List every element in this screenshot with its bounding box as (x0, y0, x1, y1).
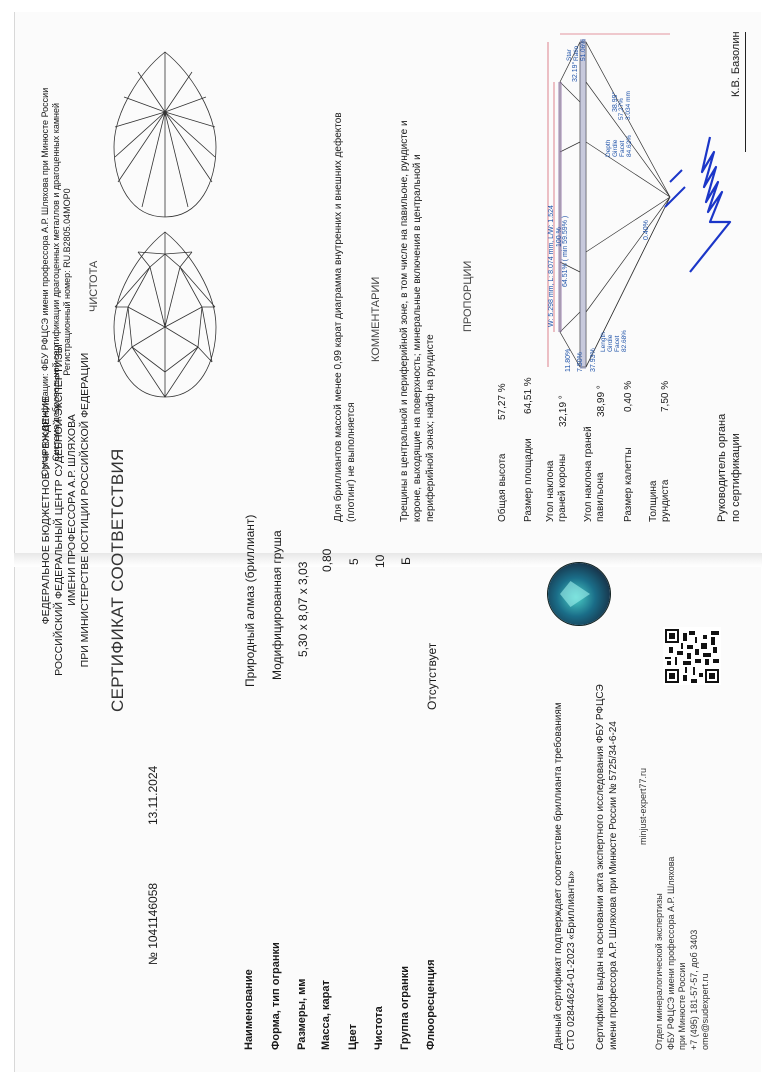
row-value: 5,30 x 8,07 x 3,03 (296, 561, 310, 657)
diagram-label: Ratio (573, 45, 580, 61)
diagram-table-detail: 64.51% ( min 59.59% ) (562, 215, 569, 287)
website-link[interactable]: minjust-expert77.ru (638, 767, 648, 845)
diagram-label: Length (600, 332, 607, 352)
diagram-label: Girdle (612, 139, 619, 157)
certificate-title: СЕРТИФИКАТ СООТВЕТСТВИЯ (108, 448, 127, 712)
diagram-culet: 0.40% (643, 220, 650, 240)
prop-value: 38,99 ° (596, 385, 607, 417)
conformity-line: СТО 02844624-01-2023 «Бриллианты» (566, 870, 577, 1050)
comments-title: КОММЕНТАРИИ (370, 276, 382, 362)
contact-line: +7 (495) 181-57-57, доб 3403 (688, 929, 699, 1050)
comment-line: короне, выходящие на поверхность; минеральные включения в центральной и (412, 154, 423, 522)
pear-top-view-diagram (110, 227, 220, 402)
head-title (715, 414, 743, 522)
diagram-label: 82.68% (621, 329, 628, 352)
header-line: Система добровольной сертификации драгоценных металлов и драгоценных камней (51, 102, 61, 462)
diagram-table-pct: 100 % (556, 227, 563, 247)
clarity-note (332, 52, 358, 522)
head-line: по сертификации (730, 433, 742, 522)
row-label: Цвет (347, 1023, 359, 1050)
row-label: Размеры, мм (296, 978, 308, 1050)
hologram-seal (548, 563, 610, 625)
row-label: Группа огранки (399, 965, 411, 1050)
basis-line: Сертификат выдан на основании акта экспертного исследования ФБУ РФЦСЭ (595, 684, 606, 1050)
diagram-pav-depth: 37.93% (590, 348, 597, 372)
diagram-length-block (600, 330, 628, 352)
row-label: Чистота (373, 1006, 385, 1050)
row-label: Наименование (243, 969, 255, 1050)
diagram-label: 3.034 mm (625, 91, 632, 120)
diagram-girdle: 7.50% (577, 352, 584, 372)
diagram-label: 57.27% (618, 97, 625, 120)
proportions-title: ПРОПОРЦИИ (462, 260, 474, 332)
pear-bottom-view-diagram (110, 47, 220, 222)
certificate-date: 13.11.2024 (146, 765, 160, 825)
diagram-depth-block (605, 135, 633, 157)
diagram-dims: W: 5.298 mm, L: 8.074 mm, L/W: 1.524 (548, 205, 555, 327)
diagram-depth-values (618, 91, 632, 120)
diagram-pav-angle: 38.99° (612, 91, 619, 112)
header-line: Орган по сертификации: ФБУ РФЦСЭ имени профессора А.Р. Шляхова при Минюсте России (40, 87, 50, 477)
diagram-crown-angle: 32.19° (572, 61, 579, 82)
contact-line: ФБУ РФЦСЭ имени профессора А.Р. Шляхова (665, 856, 676, 1050)
row-label: Масса, карат (320, 980, 332, 1050)
conformity-text (552, 702, 578, 1050)
prop-label: Угол наклона граней короны (545, 453, 568, 522)
note-line: Для бриллиантов массой менее 0,99 карат диаграмма внутренних и внешних дефектов (333, 112, 344, 522)
diagram-label: 84.62% (626, 134, 633, 157)
comments-text (398, 120, 437, 522)
conformity-line: Данный сертификат подтверждает соответствие бриллианта требованиям (553, 702, 564, 1050)
basis-text (594, 684, 620, 1050)
row-label: Флюоресценция (425, 959, 437, 1050)
certificate-number: № 1041146058 (146, 882, 160, 965)
prop-label: Размер калетты (623, 447, 634, 522)
signature-line (745, 32, 746, 152)
row-value: Природный алмаз (бриллиант) (243, 514, 257, 687)
prop-label: Толщина рундиста (648, 479, 671, 522)
diagram-label: Facet (614, 335, 621, 352)
contact-email: ome@sudexpert.ru (700, 973, 710, 1050)
header-line: Регистрационный номер: RU.B2805.04МОР0 (62, 188, 72, 376)
row-value: 10 (373, 554, 387, 568)
diagram-label: 51.06% (580, 38, 587, 61)
basis-line: имени профессора А.Р. Шляхова при Минюсте России № 5725/34-6-24 (608, 721, 619, 1050)
comment-line: Трещины в центральной и периферийной зоне, в том числе на павильоне, рундисте и (399, 120, 410, 522)
prop-label: Общая высота (497, 453, 508, 522)
contact-line: при Минюсте России (677, 962, 687, 1050)
diagram-label: Girdle (607, 334, 614, 352)
prop-value: 0,40 % (623, 380, 634, 412)
contacts-block (654, 857, 712, 1050)
prop-value: 32,19 ° (558, 395, 569, 427)
row-label: Форма, тип огранки (270, 942, 282, 1050)
row-value: Б (399, 557, 413, 565)
row-value: Отсутствует (425, 642, 439, 710)
head-name: К.В. Базолин (730, 31, 742, 97)
prop-value: 7,50 % (660, 380, 671, 412)
row-value: Модифицированная груша (270, 530, 284, 680)
org-line: ПРИ МИНИСТЕРСТВЕ ЮСТИЦИИ РОССИЙСКОЙ ФЕДЕРАЦИИ (79, 352, 91, 668)
note-line: (плотинг) не выполняется (346, 402, 357, 522)
head-line: Руководитель органа (716, 413, 728, 522)
clarity-title: ЧИСТОТА (88, 260, 100, 312)
prop-value: 57,27 % (497, 383, 508, 420)
org-line: ФЕДЕРАЛЬНОЕ БЮДЖЕТНОЕ УЧРЕЖДЕНИЕ (40, 395, 52, 625)
org-line: РОССИЙСКИЙ ФЕДЕРАЛЬНЫЙ ЦЕНТР СУДЕБНОЙ ЭКСПЕРТИЗЫ (53, 344, 65, 676)
prop-label: Угол наклона граней павильона (583, 426, 606, 522)
diagram-label: Depth (605, 139, 612, 157)
signature (660, 132, 740, 282)
contact-line: Отдел минералогической экспертизы (654, 893, 664, 1050)
diagram-label: Facet (619, 140, 626, 157)
proportions-diagram (540, 32, 680, 372)
row-value: 0,80 (320, 548, 334, 572)
diagram-crown-height: 11.80% (565, 348, 572, 372)
diagram-label: Star (566, 49, 573, 61)
comment-line: периферийной зонах; найф на рундисте (425, 334, 436, 522)
diagram-star-ratio (566, 39, 587, 61)
org-line: ИМЕНИ ПРОФЕССОРА А.Р. ШЛЯХОВА (66, 414, 78, 606)
prop-label: Размер площадки (523, 438, 534, 522)
prop-value: 64,51 % (523, 377, 534, 414)
cert-body-header (40, 42, 73, 522)
qr-code[interactable] (663, 627, 721, 685)
row-value: 5 (347, 558, 361, 565)
